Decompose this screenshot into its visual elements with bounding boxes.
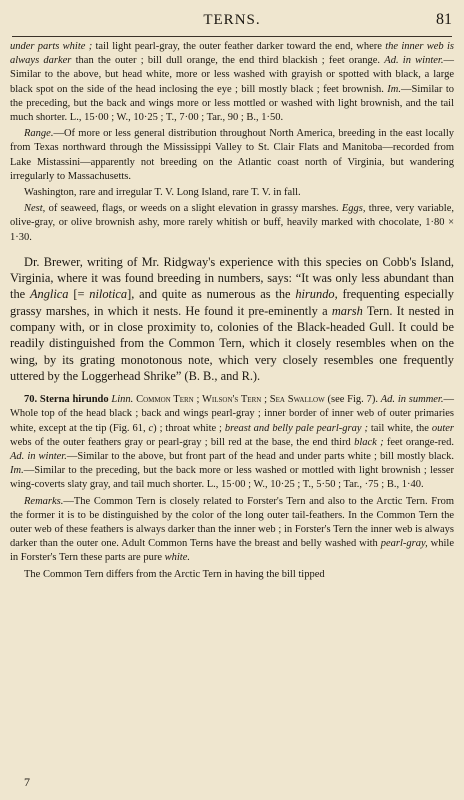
- page-number: 81: [436, 11, 452, 28]
- text: (see Fig. 7).: [324, 394, 381, 406]
- italic-text: hirundo,: [295, 287, 338, 302]
- nest-paragraph: [10, 202, 454, 245]
- text: Dr. Brewer, writing of Mr. Ridgway's experience with this species on Cobb's Island, Virginia, where it was found breeding in numbers, says: “It was only less abundant than the: [10, 254, 454, 302]
- text: —The Common Tern is closely related to Forster's Tern and also to the Arctic Tern. From the former it is to be distinguished by the color of the long outer tail-feathers. In the Common Tern the outer web of these feathers is always darker than the inner web ; in Forster's Tern the inner web is always darker than the outer one. Adult Common Terns have the breast and belly washed with: [10, 495, 454, 550]
- text: frequenting especially grassy marshes, in which it nests. He found it pre-eminently a: [10, 287, 454, 318]
- species-paragraph: [10, 393, 454, 492]
- species-heading: 70. Sterna hirundo: [24, 394, 109, 406]
- italic-text: black ;: [354, 436, 384, 448]
- italic-text: Ad. in winter.: [10, 451, 67, 463]
- page-content: [10, 40, 454, 582]
- nest-text: of seaweed, flags, or weeds on a slight elevation in grassy marshes.: [45, 203, 342, 215]
- text: —Similar to the preceding, but the back more or less washed or mottled with light brownish ; lesser wing-coverts slaty gray, and tail much shorter. L., 15·00 ; W., 10·25 ; T., 5·50 ; Tar., ·75 ; B., 1·40.: [10, 465, 454, 491]
- text: —Whole top of the head black ; back and wings pearl-gray ; inner border of inner web of outer primaries white, except at the tip (Fig. 61,: [10, 394, 454, 434]
- running-title: TERNS.: [203, 12, 261, 28]
- italic-text: Im.: [387, 83, 402, 95]
- text: [=: [68, 287, 90, 302]
- italic-text: Ad. in summer.: [380, 394, 444, 406]
- eggs-label: Eggs,: [341, 203, 366, 215]
- species-author: Linn.: [108, 394, 134, 406]
- italic-text: marsh: [331, 303, 363, 318]
- common-names: Common Tern ; Wilson's Tern ; Sea Swallow: [133, 394, 325, 406]
- nest-label: Nest,: [24, 203, 46, 215]
- signature-mark: 7: [24, 775, 30, 789]
- text: —Similar to the above, but front part of the head and under parts white ; bill mostly black.: [66, 451, 454, 463]
- italic-text: white.: [164, 552, 190, 564]
- italic-text: the inner web is always darker: [10, 41, 454, 67]
- common-tern-entry: [10, 393, 454, 582]
- text: feet orange-red.: [383, 436, 454, 448]
- brewer-quote-block: [10, 254, 454, 384]
- eggs-text: three, very variable, olive-gray, or olive brownish ashy, more rarely whitish or buff, heavily marked with chocolate, 1·80 × 1·30.: [10, 203, 454, 243]
- italic-text: Ad. in winter.: [384, 55, 444, 67]
- italic-text: Anglica: [29, 287, 69, 302]
- plumage-paragraph: [10, 40, 454, 125]
- text: Tern. It nested in company with, or in close proximity to, colonies of the Black-headed Gull. It could be readily distinguished from the Common Tern, which it closely resembles when on the wing, by its grating monotonous note, which very closely resembles one frequently uttered by the Loggerhead Shrike” (B. B., and R.).: [10, 303, 454, 383]
- range-paragraph: [10, 127, 454, 184]
- text: tail white, the: [367, 422, 432, 434]
- text: webs of the outer feathers gray or pearl-gray ; bill red at the base, the end third: [10, 436, 355, 448]
- italic-text: nilotica: [89, 287, 128, 302]
- text: than the outer ; bill dull orange, the end third blackish ; feet orange.: [71, 55, 385, 67]
- remarks-label: Remarks.: [24, 495, 64, 507]
- italic-text: breast and belly pale pearl-gray ;: [224, 422, 368, 434]
- italic-text: under parts white ;: [10, 41, 93, 52]
- text: ], and quite as numerous as the: [127, 287, 296, 302]
- forsters-tern-description: [10, 40, 454, 245]
- text: tail light pearl-gray, the outer feather darker toward the end, where: [92, 41, 386, 52]
- last-line-paragraph: The Common Tern differs from the Arctic Tern in having the bill tipped: [24, 568, 325, 580]
- text: ) ; throat white ;: [153, 422, 225, 434]
- italic-text: outer: [431, 422, 454, 434]
- remarks-paragraph: [10, 495, 454, 566]
- text: —Similar to the above, but head white, more or less washed with grayish or spotted with black, a large black spot on the side of the head inclosing the eye ; bill mostly black ; feet brownish.: [10, 55, 454, 95]
- italic-text: pearl-gray,: [380, 538, 428, 550]
- brewer-paragraph: [10, 254, 454, 384]
- running-header: [12, 10, 452, 37]
- washington-paragraph: Washington, rare and irregular T. V. Long Island, rare T. V. in fall.: [24, 187, 301, 199]
- text: —Similar to the preceding, but the back and wings more or less mottled or washed with light brownish, and the tail much shorter. L., 15·00 ; W., 10·25 ; T., 7·00 ; Tar., 90 ; B., 1·50.: [10, 83, 454, 124]
- text: while in Forster's Tern these parts are pure: [10, 538, 454, 564]
- range-text: —Of more or less general distribution throughout North America, breeding in the east locally from Texas northward through the Mississippi Valley to St. Clair Flats and Manitoba—recorded from Lake Mistassini—apparently not breeding on the Atlantic coast north of Virginia, but wandering irregularly to Massachusetts.: [10, 128, 454, 182]
- range-label: Range.: [24, 128, 54, 140]
- italic-text: c: [148, 422, 154, 434]
- italic-text: Im.: [10, 465, 24, 477]
